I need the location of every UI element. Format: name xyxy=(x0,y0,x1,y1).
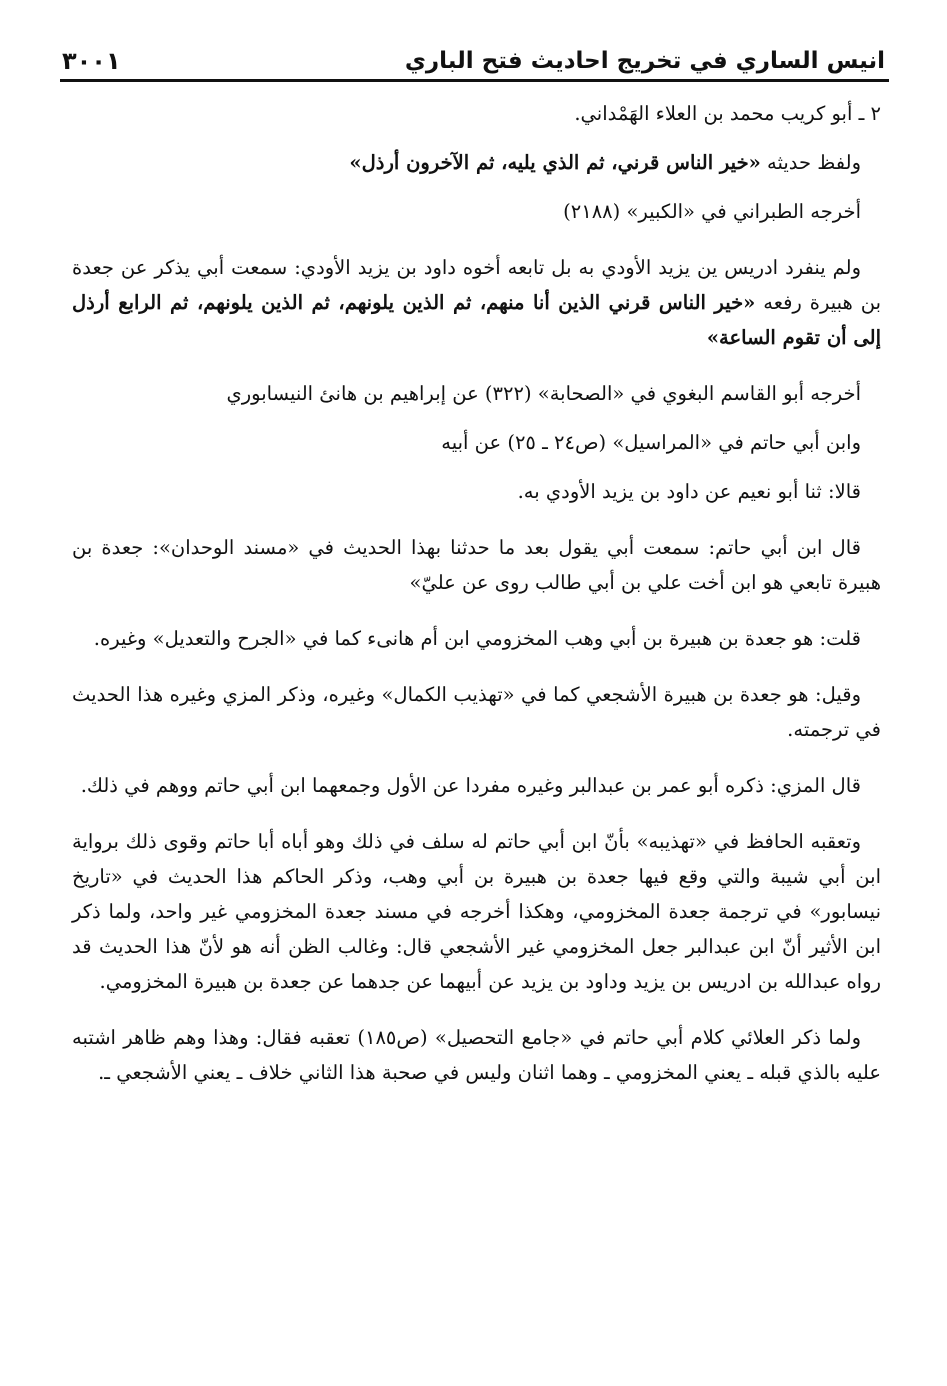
paragraph-qultu xyxy=(72,621,881,656)
text-segment: قال ابن أبي حاتم: سمعت أبي يقول بعد ما حدثنا بهذا الحديث في «مسند الوحدان»: جعدة بن هبيرة تابعي هو ابن أخت علي بن أبي طالب روى عن عليّ» xyxy=(72,536,881,594)
text-segment: ٢ ـ أبو كريب محمد بن العلاء الهَمْداني. xyxy=(574,102,881,125)
text-segment: وقيل: هو جعدة بن هبيرة الأشجعي كما في «تهذيب الكمال» وغيره، وذكر المزي وغيره هذا الحديث في ترجمته. xyxy=(72,683,881,741)
hadith-text: «خير الناس قرني، ثم الذي يليه، ثم الآخرون أرذل» xyxy=(349,151,761,174)
paragraph-tabarani xyxy=(72,194,881,229)
paragraph-baghawi xyxy=(72,376,881,411)
paragraph-alai xyxy=(72,1020,881,1090)
text-segment: ولم ينفرد ادريس ين يزيد الأودي به بل تابعه أخوه داود بن يزيد الأودي: سمعت أبي يذكر عن جعدة بن هبيرة رفعه xyxy=(72,256,881,314)
text-segment: قالا: ثنا أبو نعيم عن داود بن يزيد الأودي به. xyxy=(517,480,861,503)
text-segment: أخرجه أبو القاسم البغوي في «الصحابة» (٣٢٢) عن إبراهيم بن هانئ النيسابوري xyxy=(226,382,861,405)
paragraph-hadith-wording xyxy=(72,145,881,180)
paragraph-hafiz xyxy=(72,824,881,999)
page-body xyxy=(72,96,881,1111)
paragraph-mizzi xyxy=(72,768,881,803)
text-segment: ولما ذكر العلائي كلام أبي حاتم في «جامع التحصيل» (ص١٨٥) تعقبه فقال: وهذا وهم ظاهر اشتبه عليه بالذي قبله ـ يعني المخزومي ـ وهما اثنان وليس في صحبة هذا الثاني خلاف ـ يعني الأشجعي ـ. xyxy=(72,1026,881,1084)
paragraph-wuhdan xyxy=(72,530,881,600)
page-number: ٣٠٠١ xyxy=(62,47,121,75)
paragraph-ibn-abi-hatim xyxy=(72,425,881,460)
running-title: انيس الساري في تخريج احاديث فتح الباري xyxy=(404,48,885,74)
text-segment: وتعقبه الحافظ في «تهذيبه» بأنّ ابن أبي حاتم له سلف في ذلك وهو أباه أبا حاتم وقوى ذلك برواية ابن أبي شيبة والتي وقع فيها جعدة بن هبيرة بن أبي وهب، وذكر الحاكم هذا الحديث في «تاريخ نيسابور» في ترجمة جعدة المخزومي، وهكذا أخرجه في مسند جعدة المخزومي غير واحد، ولما ذكر ابن الأثير أنّ ابن عبدالبر جعل المخزومي غير الأشجعي قال: وغالب الظن أنه هو لأنّ هذا الحديث قد رواه عبدالله بن ادريس بن يزيد وداود بن يزيد عن أبيهما عن جدهما عن جعدة بن هبيرة المخزومي. xyxy=(72,830,881,993)
text-segment: أخرجه الطبراني في «الكبير» (٢١٨٨) xyxy=(563,200,861,223)
text-segment: قلت: هو جعدة بن هبيرة بن أبي وهب المخزومي ابن أم هانىء كما في «الجرح والتعديل» وغيره. xyxy=(93,627,861,650)
text-segment: وابن أبي حاتم في «المراسيل» (ص٢٤ ـ ٢٥) عن أبيه xyxy=(441,431,861,454)
paragraph-mutaba xyxy=(72,250,881,355)
page-header xyxy=(62,36,885,76)
paragraph-narrator xyxy=(72,96,881,131)
paragraph-qila xyxy=(72,677,881,747)
paragraph-qala xyxy=(72,474,881,509)
text-segment: قال المزي: ذكره أبو عمر بن عبدالبر وغيره مفردا عن الأول وجمعهما ابن أبي حاتم ووهم في ذلك. xyxy=(80,774,861,797)
hadith-text: «خير الناس قرني الذين أنا منهم، ثم الذين يلونهم، ثم الذين يلونهم، ثم الرابع أرذل إلى أن تقوم الساعة» xyxy=(72,291,881,349)
text-segment: ولفظ حديثه xyxy=(760,151,861,174)
header-rule xyxy=(60,79,889,82)
